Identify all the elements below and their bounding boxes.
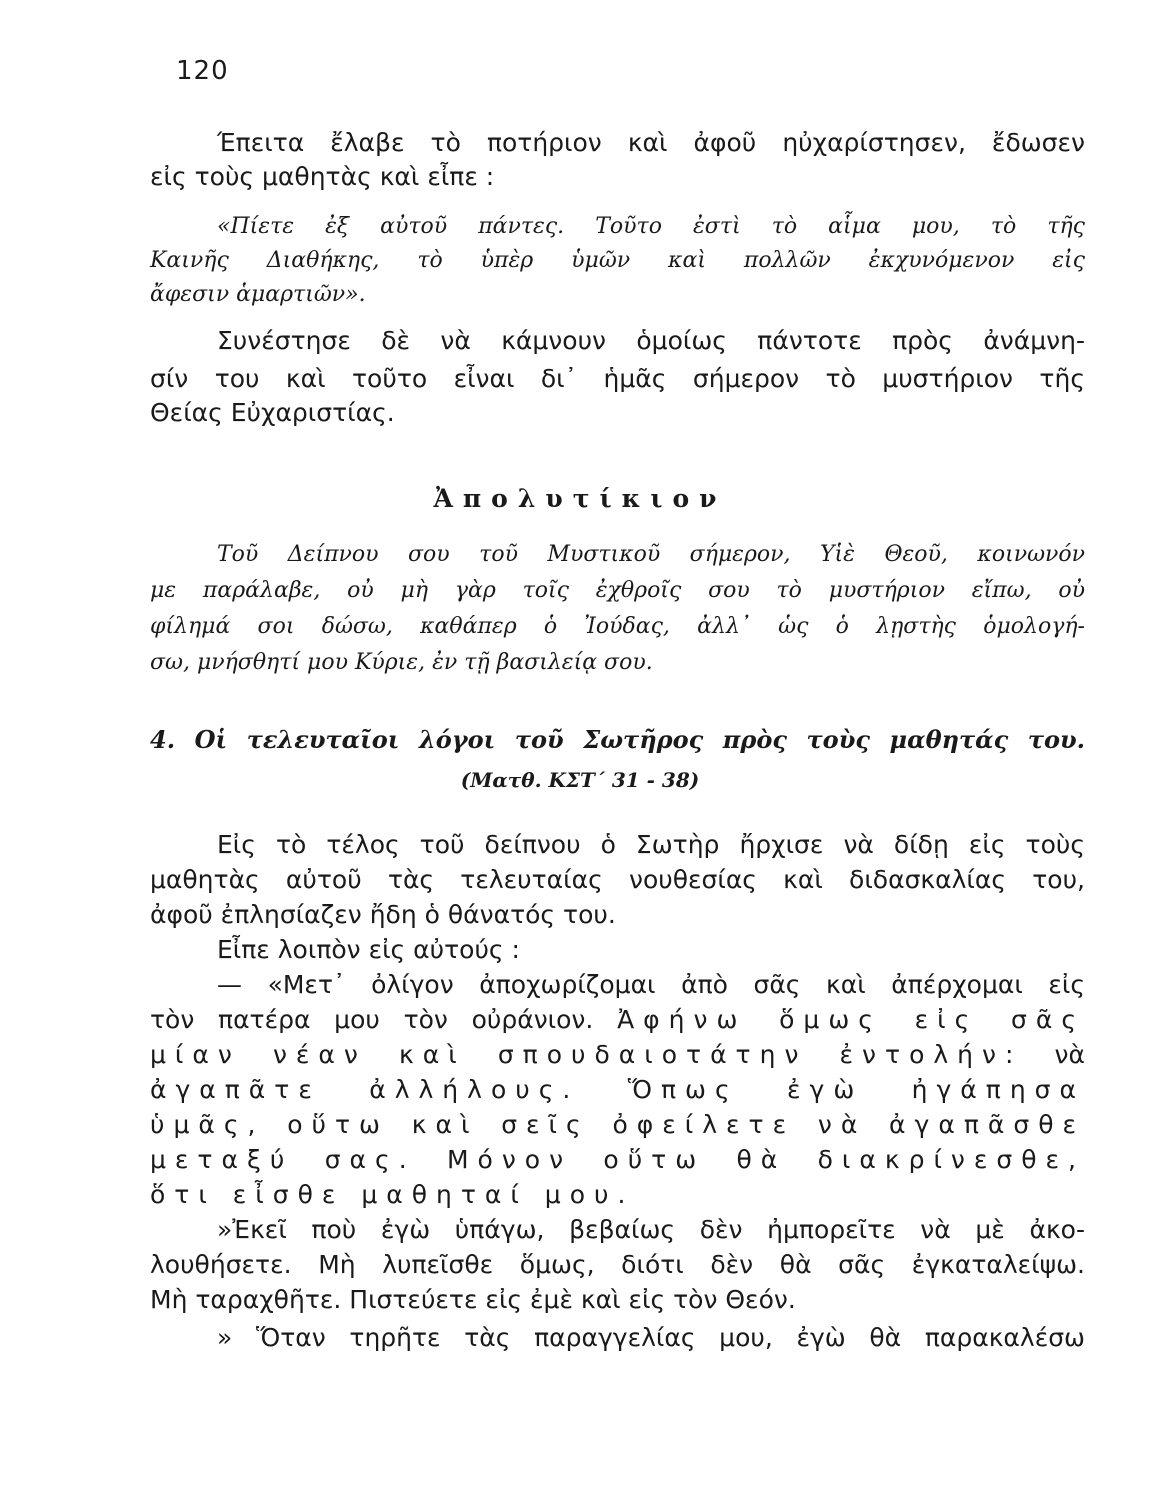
paragraph-last-teachings [150, 830, 1085, 965]
paragraph-line: μαθητὰς αὐτοῦ τὰς τελευταίας νουθεσίας καὶ διδασκαλίας του, [150, 865, 1085, 894]
speech-line: μεταξύ σας. Μόνον οὕτω θὰ διακρίνεσθε, [150, 1145, 1085, 1174]
paragraph-line: ἀφοῦ ἐπλησίαζεν ἤδη ὁ θάνατός του. [150, 900, 616, 929]
speech-segment: νὰ [1054, 1040, 1085, 1069]
speech-segment-emphasis: Ἀφήνω ὅμως εἰς σᾶς [617, 1005, 1085, 1034]
paragraph-line: Θείας Εὐχαριστίας. [150, 398, 395, 427]
quote-line: «Πίετε ἐξ αὐτοῦ πάντες. Τοῦτο ἐστὶ τὸ αἷμα μου, τὸ τῆς [217, 214, 1085, 239]
section-title: 4. Οἱ τελευταῖοι λόγοι τοῦ Σωτῆρος πρὸς τοὺς μαθητάς του. [150, 725, 1085, 754]
speech-line: » Ὅταν τηρῆτε τὰς παραγγελίας μου, ἐγὼ θὰ παρακαλέσω [217, 1323, 1085, 1352]
speech-segment: τὸν πατέρα μου τὸν οὐράνιον. [150, 1005, 594, 1034]
paragraph-line: Εἰς τὸ τέλος τοῦ δείπνου ὁ Σωτὴρ ἤρχισε νὰ δίδῃ εἰς τοὺς [217, 830, 1085, 859]
speech-line [150, 1005, 1085, 1035]
hymn-line: φίλημά σοι δώσω, καθάπερ ὁ Ἰούδας, ἀλλ᾽ ὡς ὁ λῃστὴς ὁμολογή- [150, 614, 1085, 639]
paragraph-eucharist [150, 326, 1085, 428]
heading-apolytikion: Ἀπολυτίκιον [433, 484, 727, 513]
speech-line: ὅτι εἶσθε μαθηταί μου. [150, 1180, 635, 1209]
speech-line: »Ἐκεῖ ποὺ ἐγὼ ὑπάγω, βεβαίως δὲν ἠμπορεῖτε νὰ μὲ ἀκο- [217, 1215, 1085, 1244]
paragraph-line: εἰς τοὺς μαθητὰς καὶ εἶπε : [150, 162, 495, 191]
paragraph-line: Έπειτα ἔλαβε τὸ ποτήριον καὶ ἀφοῦ ηὐχαρίστησεν, ἔδωσεν [217, 128, 1085, 157]
hymn-line: με παράλαβε, οὐ μὴ γὰρ τοῖς ἐχθροῖς σου τὸ μυστήριον εἴπω, οὐ [150, 578, 1085, 603]
speech-keep-commandments [150, 1323, 1085, 1353]
hymn-line: Τοῦ Δείπνου σου τοῦ Μυστικοῦ σήμερον, Υἱὲ Θεοῦ, κοινωνόν [217, 542, 1085, 567]
paragraph-line: Συνέστησε δὲ νὰ κάμνουν ὁμοίως πάντοτε πρὸς ἀνάμνη- [217, 326, 1085, 355]
speech-new-commandment [150, 970, 1085, 1210]
paragraph-cup [150, 128, 1085, 192]
speech-line: ἀγαπᾶτε ἀλλήλους. Ὅπως ἐγὼ ἠγάπησα [150, 1075, 1085, 1104]
speech-line: Μὴ ταραχθῆτε. Πιστεύετε εἰς ἐμὲ καὶ εἰς τὸν Θεόν. [150, 1285, 796, 1314]
quote-blood-covenant [150, 212, 1085, 310]
quote-line: ἄφεσιν ἁμαρτιῶν». [150, 282, 366, 307]
speech-line: ὑμᾶς, οὕτω καὶ σεῖς ὀφείλετε νὰ ἀγαπᾶσθε [150, 1110, 1085, 1139]
section-4-heading [150, 722, 1085, 758]
speech-segment-emphasis: μίαν νέαν καὶ σπουδαιοτάτην ἐντολήν: [150, 1040, 1023, 1069]
speech-line: — «Μετ᾽ ὀλίγον ἀποχωρίζομαι ἀπὸ σᾶς καὶ ἀπέρχομαι εἰς [217, 970, 1085, 999]
speech-line: λουθήσετε. Μὴ λυπεῖσθε ὅμως, διότι δὲν θὰ σᾶς ἐγκαταλείψω. [150, 1250, 1085, 1279]
paragraph-line: σίν του καὶ τοῦτο εἶναι δι᾽ ἡμᾶς σήμερον τὸ μυστήριον τῆς [150, 364, 1085, 393]
speech-line [150, 1040, 1085, 1070]
page-number: 120 [176, 56, 229, 86]
quote-line: Καινῆς Διαθήκης, τὸ ὑπὲρ ὑμῶν καὶ πολλῶν ἐκχυνόμενον εἰς [150, 248, 1085, 273]
section-reference: (Ματθ. ΚΣΤ΄ 31 - 38) [460, 768, 700, 792]
speech-do-not-be-troubled [150, 1215, 1085, 1315]
paragraph-line: Εἶπε λοιπὸν εἰς αὐτούς : [217, 935, 520, 964]
hymn-apolytikion [150, 540, 1085, 678]
hymn-line: σω, μνήσθητί μου Κύριε, ἐν τῇ βασιλείᾳ σου. [150, 650, 653, 675]
